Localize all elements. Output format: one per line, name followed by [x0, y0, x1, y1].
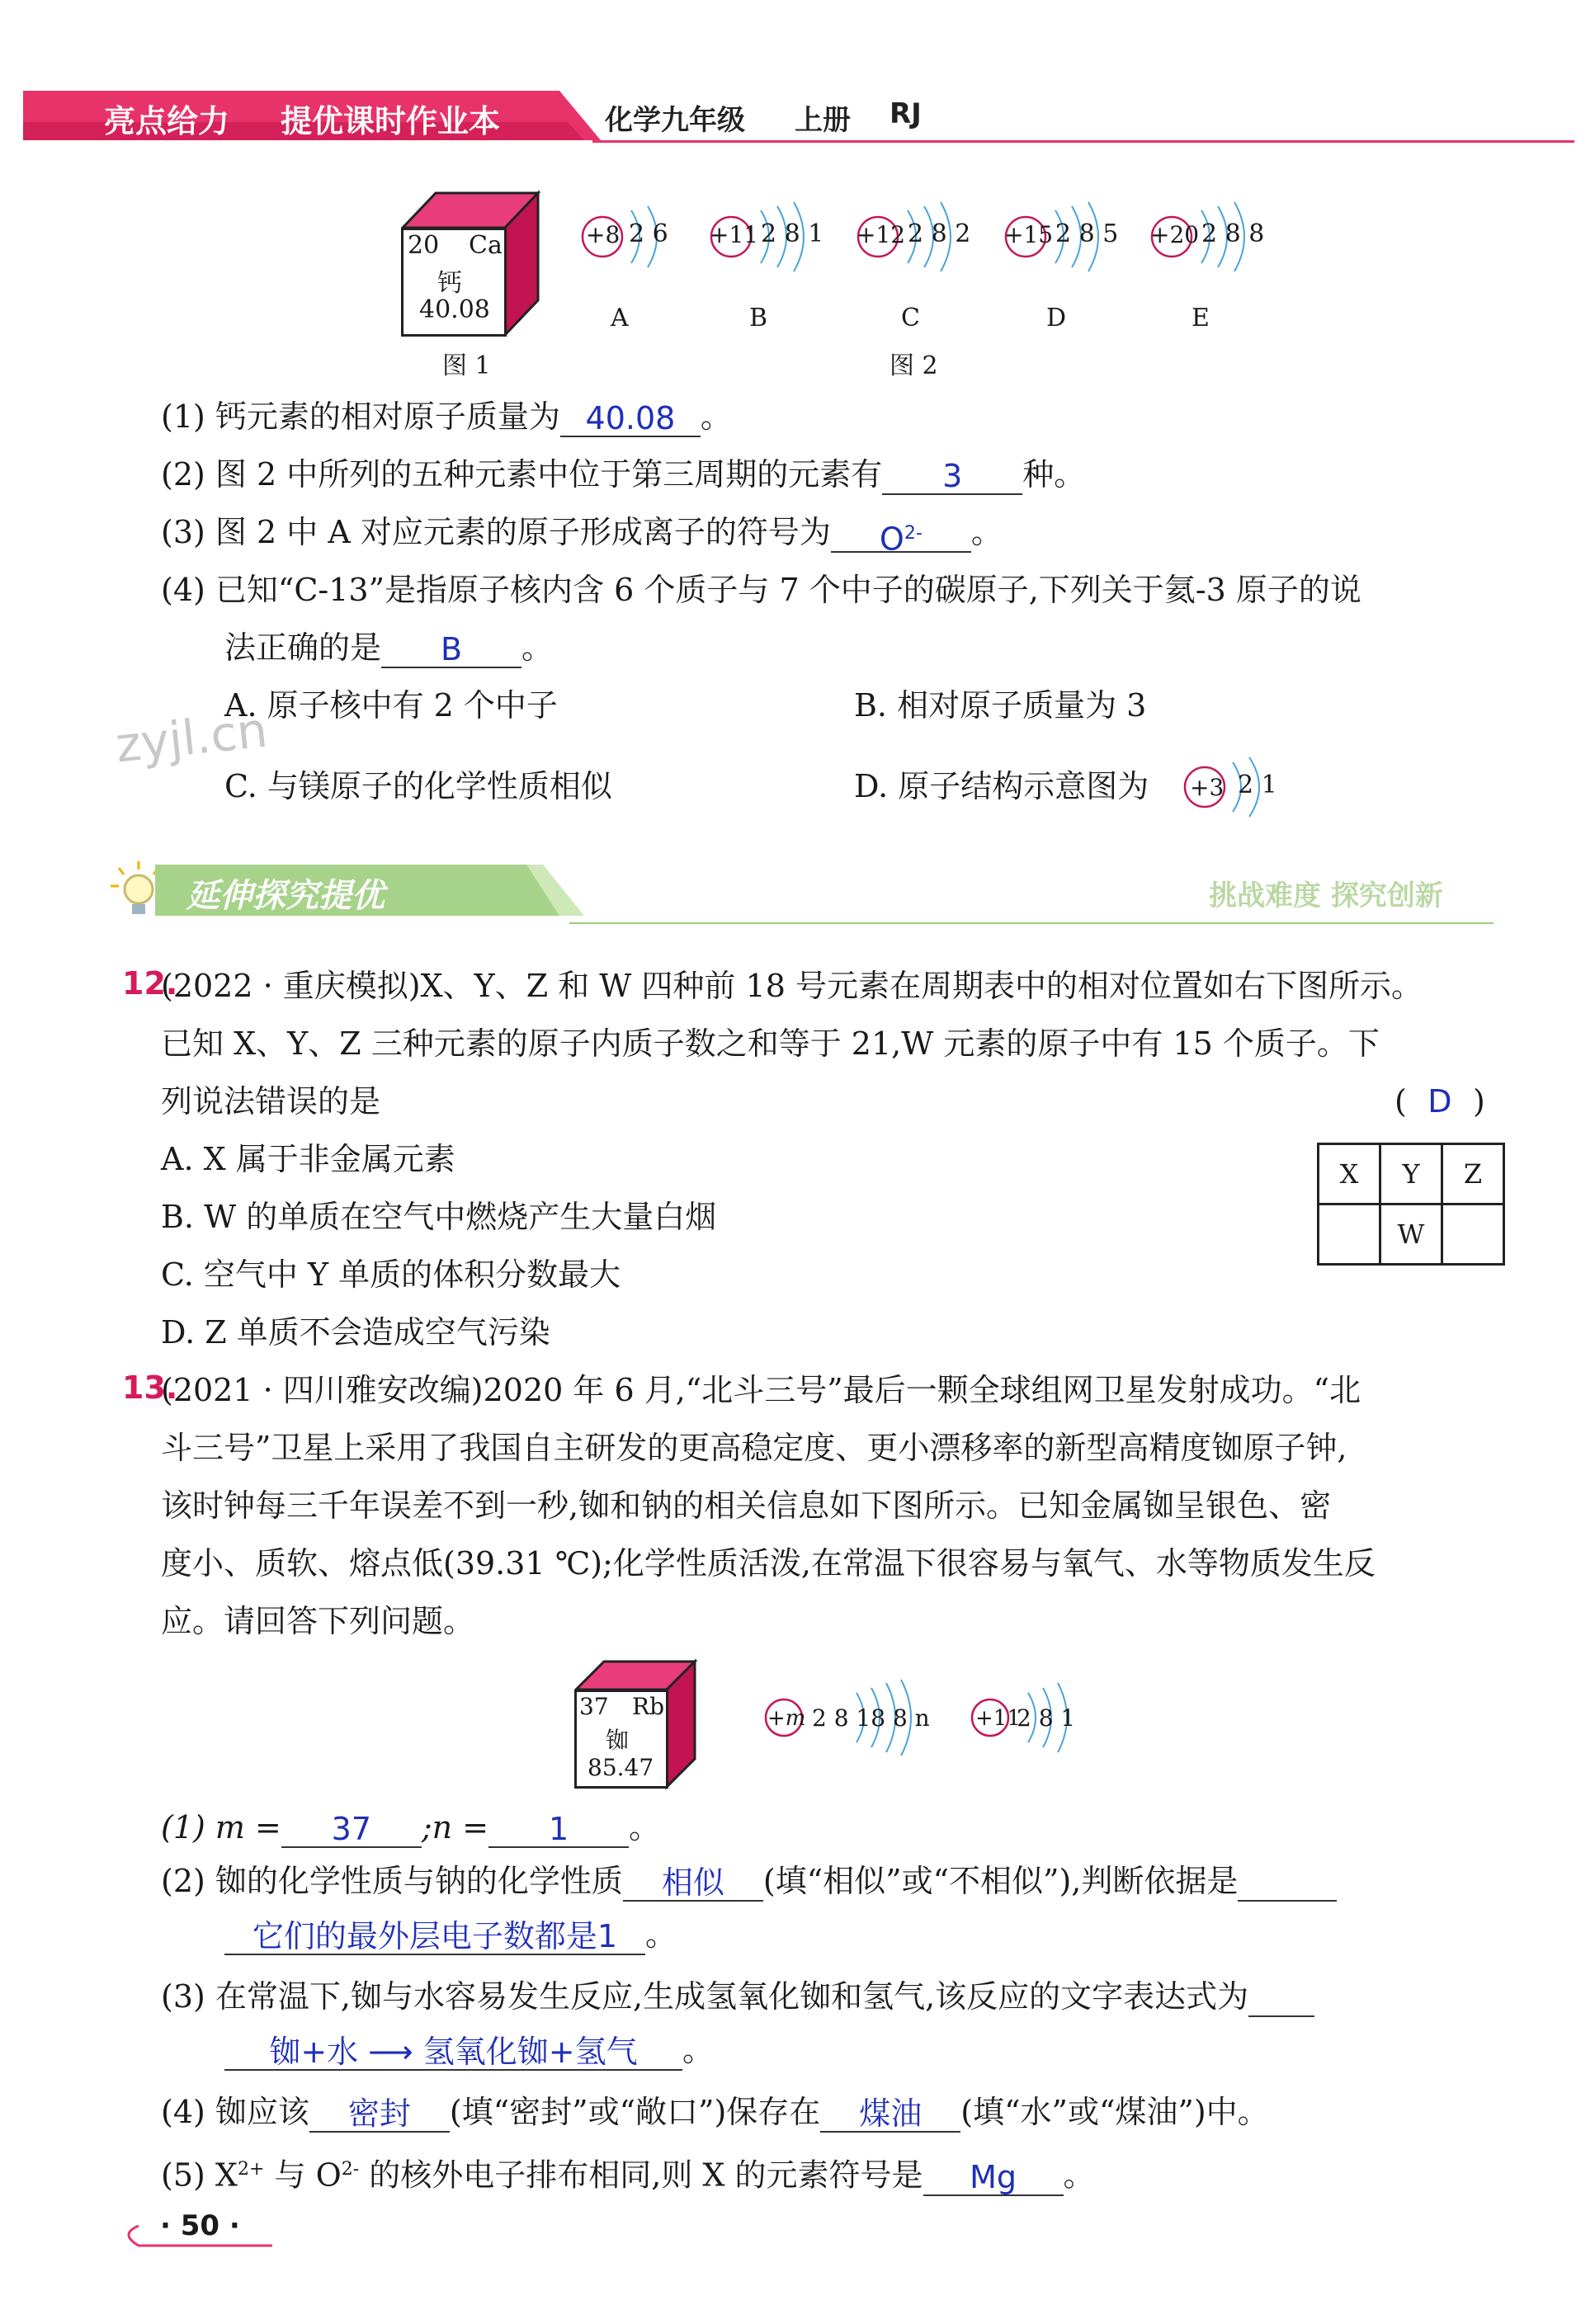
- q13-p5-text-b: 与 O: [264, 2157, 342, 2194]
- q12-line3: 列说法错误的是: [161, 1083, 381, 1120]
- atom-b-shells: 2 8 1: [761, 219, 824, 248]
- q13-p3-text: (3) 在常温下,铷与水容易发生反应,生成氢氧化铷和氢气,该反应的文字表达式为: [161, 1978, 1249, 2015]
- q11-p2-text: (2) 图 2 中所列的五种元素中位于第三周期的元素有: [161, 456, 883, 493]
- q11-p1-text: (1) 钙元素的相对原子质量为: [161, 398, 560, 435]
- table-cell: Y: [1380, 1144, 1442, 1204]
- ca-mass: 40.08: [419, 295, 490, 324]
- q12-paren-close: ): [1473, 1083, 1485, 1120]
- ca-symbol: Ca: [469, 231, 503, 260]
- q13-part2: [161, 1860, 1337, 1902]
- atom-c-nucleus: +12: [856, 221, 906, 248]
- section-banner: [107, 858, 1494, 924]
- q11-p2-end: 种。: [1022, 456, 1086, 493]
- table-row: [1319, 1144, 1504, 1204]
- q11-optC: C. 与镁原子的化学性质相似: [224, 768, 612, 804]
- section-title: 延伸探究提优: [186, 877, 385, 915]
- q11-optB: B. 相对原子质量为 3: [854, 687, 1147, 724]
- q11-p2-answer[interactable]: 3: [882, 455, 1022, 495]
- q11-part4-cont: [224, 627, 553, 668]
- q13-p1-n-label: ;n =: [421, 1809, 489, 1846]
- q11-p4-text: (4) 已知“C-13”是指原子核内含 6 个质子与 7 个中子的碳原子,下列关于氦-3 原子的说: [161, 572, 1361, 608]
- table-cell: [1319, 1204, 1380, 1265]
- q13-p4-text: (4) 铷应该: [161, 2094, 309, 2130]
- q12-answer-paren: [1394, 1081, 1485, 1122]
- q13-p2-answer2[interactable]: 它们的最外层电子数都是1: [224, 1916, 645, 1955]
- q12-optC: C. 空气中 Y 单质的体积分数最大: [161, 1256, 621, 1293]
- q11-p4-end: 。: [521, 629, 554, 666]
- atom-e-shells: 2 8 8: [1201, 219, 1265, 248]
- q11-p1-end: 。: [700, 398, 732, 435]
- q11-p3-answer-sup: 2-: [904, 523, 923, 544]
- atom-a-shells: 2 6: [629, 219, 668, 248]
- header-bar: [23, 89, 1574, 140]
- atom-c-label: C: [901, 304, 920, 332]
- fig2-caption: 图 2: [890, 351, 938, 380]
- fig1-element-card: [401, 190, 541, 337]
- atom-b-nucleus: +11: [710, 221, 759, 248]
- table-cell: Z: [1442, 1144, 1504, 1204]
- ca-name: 钙: [437, 269, 462, 298]
- table-cell: W: [1380, 1204, 1442, 1265]
- q12-paren-open: (: [1394, 1083, 1407, 1120]
- q11-part2: [161, 454, 1085, 495]
- fig1-caption: 图 1: [442, 351, 491, 380]
- q13-p2-text-b: (填“相似”或“不相似”),判断依据是: [762, 1863, 1239, 1899]
- q13-part3-cont: [224, 2029, 714, 2071]
- q11-p1-answer[interactable]: 40.08: [560, 398, 701, 437]
- q11-part4: [161, 569, 1361, 610]
- q12-optA: A. X 属于非金属元素: [161, 1141, 455, 1177]
- header-subject: 化学九年级: [605, 104, 745, 137]
- q13-part2-cont: [224, 1914, 677, 1955]
- q11-optD: [854, 766, 1149, 807]
- q13-number: 13.: [122, 1369, 178, 1406]
- header-edition: RJ: [890, 97, 922, 130]
- periodic-position-table: [1317, 1143, 1505, 1266]
- fig2-atoms: [569, 177, 1279, 342]
- q11-optD-text: D. 原子结构示意图为: [854, 768, 1149, 804]
- q13-line1: (2021 · 四川雅安改编)2020 年 6 月,“北斗三号”最后一颗全球组网卫星发射成功。“北: [161, 1372, 1361, 1408]
- q13-p4-answer[interactable]: 密封: [309, 2093, 450, 2133]
- q13-part3: [161, 1976, 1314, 2017]
- helium-shells: 2 1: [1238, 771, 1277, 799]
- q13-p5-sup1: 2+: [237, 2159, 265, 2180]
- q12-answer[interactable]: D: [1427, 1083, 1452, 1120]
- rb-number: 37: [579, 1693, 609, 1720]
- na-atom-shells: 2 8 1: [1017, 1704, 1076, 1732]
- header-series: 提优课时作业本: [281, 103, 501, 139]
- q11-p3-answer-base: O: [879, 521, 904, 558]
- q11-optA: A. 原子核中有 2 个中子: [224, 687, 558, 724]
- rb-atom-shells: 2 8 18 8 n: [812, 1704, 930, 1732]
- q13-p4-answer2[interactable]: 煤油: [820, 2093, 960, 2133]
- q11-part1: [161, 396, 732, 437]
- atom-c-shells: 2 8 2: [908, 219, 971, 248]
- q13-p2-end: 。: [645, 1916, 677, 1953]
- q13-p5-text-c: 的核外电子排布相同,则 X 的元素符号是: [359, 2157, 923, 2194]
- q13-p5-text-a: (5) X: [161, 2157, 238, 2194]
- q13-p2-trailing-blank: [1238, 1862, 1337, 1902]
- q13-p1-n-answer[interactable]: 1: [488, 1808, 629, 1848]
- na-atom-nucleus: +11: [975, 1706, 1021, 1731]
- header-brand: 亮点给力: [104, 103, 230, 139]
- atom-d-label: D: [1046, 304, 1067, 332]
- q13-line5: 应。请回答下列问题。: [161, 1603, 475, 1639]
- rb-atom-nucleus: +m: [767, 1706, 806, 1731]
- rb-symbol: Rb: [632, 1693, 665, 1720]
- atom-a-label: A: [611, 304, 629, 332]
- header-volume: 上册: [795, 104, 851, 137]
- ca-number: 20: [408, 231, 440, 260]
- rb-mass: 85.47: [588, 1754, 654, 1781]
- atom-e-nucleus: +20: [1150, 221, 1200, 248]
- rb-element-card: [574, 1658, 698, 1790]
- q13-p2-answer[interactable]: 相似: [623, 1862, 763, 1902]
- q13-p5-sup2: 2-: [341, 2159, 360, 2180]
- q13-p1-end: 。: [629, 1809, 661, 1846]
- q13-line4: 度小、质软、熔点低(39.31 ℃);化学性质活泼,在常温下很容易与氧气、水等物质发生反: [161, 1545, 1376, 1582]
- atom-d-nucleus: +15: [1004, 221, 1054, 248]
- atom-e-label: E: [1192, 304, 1210, 332]
- rb-name: 铷: [606, 1727, 630, 1754]
- q13-p4-text-b: (填“密封”或“敞口”)保存在: [449, 2094, 821, 2130]
- q12-line1: (2022 · 重庆模拟)X、Y、Z 和 W 四种前 18 号元素在周期表中的相对位置如右下图所示。: [161, 968, 1423, 1004]
- q11-part3: [161, 511, 1003, 558]
- q11-p4-answer[interactable]: B: [381, 629, 521, 668]
- q13-p3-answer[interactable]: 铷+水 ⟶ 氢氧化铷+氢气: [224, 2031, 682, 2071]
- q12-line2: 已知 X、Y、Z 三种元素的原子内质子数之和等于 21,W 元素的原子中有 15 个质子。下: [161, 1025, 1380, 1062]
- q11-p3-text: (3) 图 2 中 A 对应元素的原子形成离子的符号为: [161, 514, 831, 550]
- q13-p1-m-label: (1) m =: [161, 1809, 281, 1846]
- q13-p5-answer[interactable]: Mg: [923, 2157, 1064, 2196]
- q11-p3-end: 。: [970, 514, 1003, 550]
- table-cell: [1442, 1204, 1504, 1265]
- q12-optD: D. Z 单质不会造成空气污染: [161, 1314, 550, 1351]
- q13-p1-m-answer[interactable]: 37: [281, 1808, 422, 1848]
- atom-b-label: B: [749, 304, 768, 332]
- page-number: · 50 ·: [160, 2209, 240, 2242]
- atom-d-shells: 2 8 5: [1055, 219, 1119, 248]
- q11-p4-text2: 法正确的是: [224, 629, 382, 666]
- table-cell: X: [1319, 1144, 1380, 1204]
- q13-p4-text-c: (填“水”或“煤油”)中。: [960, 2094, 1269, 2130]
- q13-p3-end: 。: [682, 2032, 715, 2068]
- q13-p5-end: 。: [1063, 2157, 1095, 2194]
- q12-number: 12.: [122, 965, 178, 1002]
- q12-optB: B. W 的单质在空气中燃烧产生大量白烟: [161, 1199, 717, 1235]
- watermark: zyjl.cn: [112, 701, 271, 774]
- q13-p2-text: (2) 铷的化学性质与钠的化学性质: [161, 1863, 623, 1899]
- atom-a-nucleus: +8: [586, 221, 621, 248]
- q13-part5: [161, 2149, 1095, 2196]
- q11-p3-answer[interactable]: [831, 513, 971, 558]
- q13-part4: [161, 2091, 1269, 2133]
- footer: [114, 2211, 279, 2260]
- table-row: [1319, 1204, 1504, 1265]
- helium-nucleus: +3: [1190, 774, 1225, 801]
- q13-part1: [161, 1807, 660, 1848]
- section-rule: [569, 922, 1494, 924]
- q13-p3-trailing-blank: [1248, 1978, 1314, 2017]
- q13-line2: 斗三号”卫星上采用了我国自主研发的更高稳定度、更小漂移率的新型高精度铷原子钟,: [161, 1430, 1347, 1466]
- q13-line3: 该时钟每三千年误差不到一秒,铷和钠的相关信息如下图所示。已知金属铷呈银色、密: [161, 1487, 1332, 1524]
- header-rule: [592, 140, 1574, 143]
- section-subtitle: 挑战难度 探究创新: [1209, 879, 1443, 912]
